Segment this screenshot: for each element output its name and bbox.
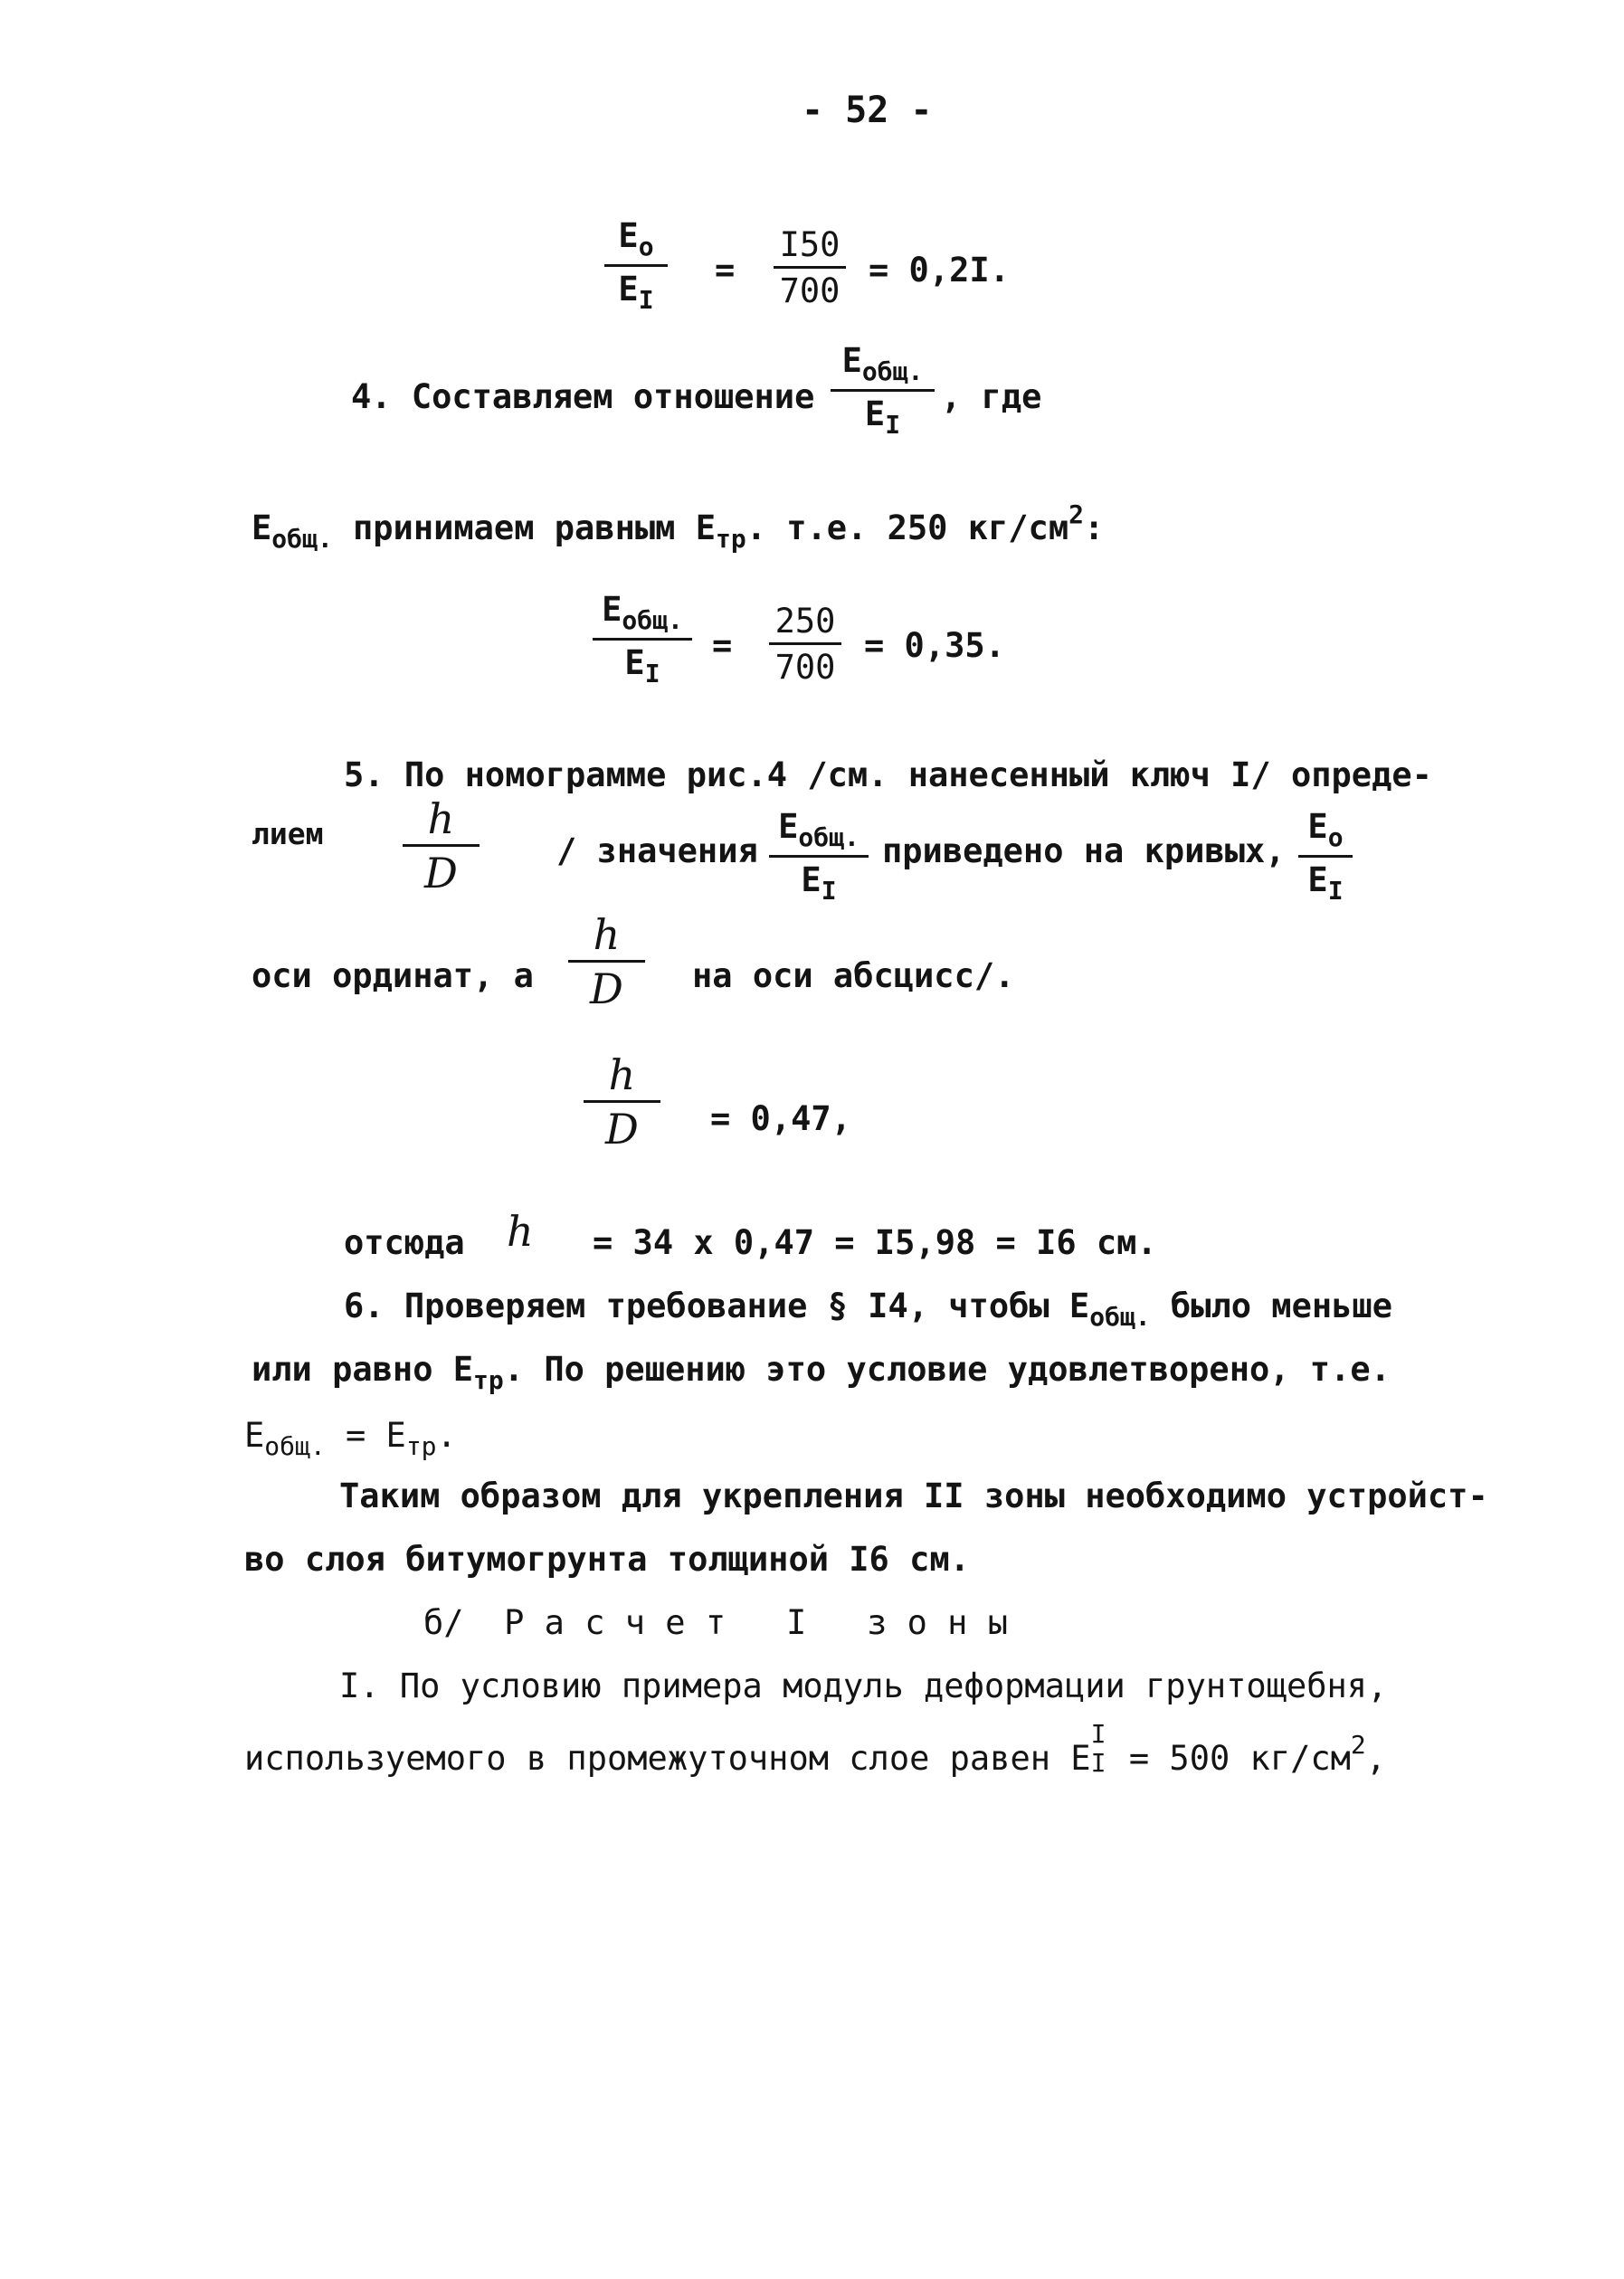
eq2-fraction-mid: 250 700	[769, 604, 841, 684]
step6-line2: или равно $E_{тр}$. По решению это условие удовлетворено, т.е.	[252, 1350, 1391, 1395]
eq2-equals: =	[712, 626, 733, 665]
step5-line1: 5. По номограмме рис.4 /см. нанесенный ключ I/ опреде-	[344, 755, 1432, 794]
otsyuda-word: отсюда	[344, 1223, 465, 1262]
step5-line2-mid: / значения	[556, 831, 758, 870]
eobsh-line: $E_{общ.}$ принимаем равным $E_{тр}$. т.е. 250 $кг/см^2$:	[252, 499, 1105, 554]
conclusion-line1: Таким образом для укрепления II зоны необходимо устройст-	[339, 1477, 1488, 1515]
step5-h-over-d-2: h D	[568, 914, 645, 1010]
section-heading: б/ Р а с ч е т I з о н ы	[423, 1603, 1009, 1642]
item1-line2: используемого в промежуточном слое равен E I I = 500 $кг/см^2$,	[244, 1719, 1387, 1778]
step5-eo-fraction: $E_o$ $E_I$	[1298, 810, 1353, 904]
eq1-fraction-left: $E_o$ $E_I$	[604, 219, 668, 313]
step5-line3-start: оси ординат, а	[252, 956, 534, 995]
eq1-result: = 0,2I.	[869, 251, 1010, 290]
otsyuda-rest: = 34 х 0,47 = I5,98 = I6 см.	[593, 1223, 1157, 1262]
step5-line2-start: лием	[252, 816, 324, 851]
eq3-result: = 0,47,	[710, 1099, 851, 1138]
eq1-equals: =	[715, 251, 736, 290]
step5-line2-tail: приведено на кривых,	[882, 831, 1286, 870]
eq2-fraction-left: $E_{общ.}$ $E_I$	[593, 593, 692, 687]
step5-line3-tail: на оси абсцисс/.	[692, 956, 1015, 995]
step4-text: 4. Составляем отношение	[351, 377, 815, 416]
step6-line1: 6. Проверяем требование § I4, чтобы $E_{общ.}$ было меньше	[344, 1287, 1392, 1332]
eq2-result: = 0,35.	[864, 626, 1005, 665]
step4-fraction: $E_{общ.}$ $E_I$	[831, 344, 935, 438]
step5-eobsh-fraction: $E_{общ.}$ $E_I$	[769, 810, 869, 904]
step4-tail: , где	[941, 377, 1042, 416]
conclusion-line2: во слоя битумогрунта толщиной I6 см.	[244, 1540, 970, 1579]
item1-line1: I. По условию примера модуль деформации грунтощебня,	[339, 1667, 1388, 1705]
eq3-fraction: h D	[584, 1054, 660, 1150]
otsyuda-h: h	[507, 1207, 534, 1256]
eq1-fraction-mid: I50 700	[774, 228, 846, 308]
step5-h-over-d: h D	[403, 798, 480, 894]
step6-line3: $E_{общ.} = E_{тр}$.	[244, 1416, 457, 1461]
page-number: - 52 -	[802, 90, 933, 131]
